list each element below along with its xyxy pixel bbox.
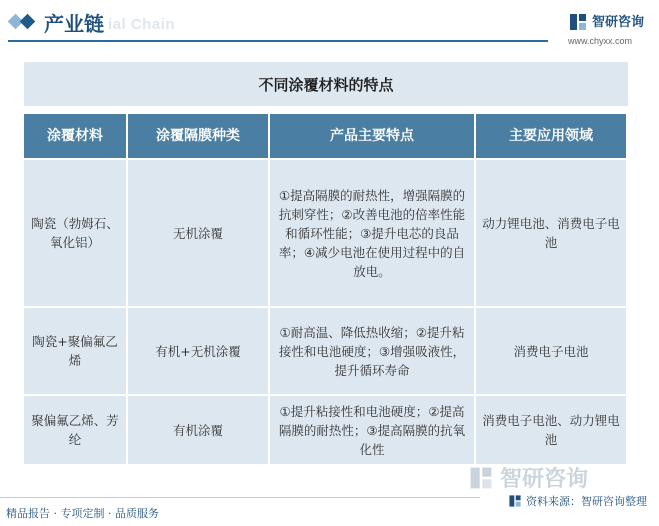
brand-logo-icon (568, 12, 588, 32)
row1-material: 陶瓷（勃姆石、氧化铝） (24, 160, 128, 308)
page-header (0, 0, 659, 44)
table-title: 不同涂覆材料的特点 (24, 62, 628, 106)
footer-watermark-logo (468, 462, 588, 493)
column-header-application: 主要应用领域 (476, 114, 628, 160)
brand-logo-icon (508, 494, 522, 508)
footer-divider (0, 497, 480, 498)
row3-application: 消费电子电池、动力锂电池 (476, 396, 628, 466)
brand-logo-icon (468, 465, 494, 491)
row2-application: 消费电子电池 (476, 308, 628, 396)
footer-watermark-text: 智研咨询 (500, 467, 589, 492)
row2-material: 陶瓷+聚偏氟乙烯 (24, 308, 128, 396)
footer-source (508, 493, 647, 509)
row3-features: ①提升粘接性和电池硬度；②提高隔膜的耐热性；③提高隔膜的抗氧化性 (270, 396, 476, 466)
source-text: 资料来源：智研咨询整理 (526, 495, 647, 508)
row3-material: 聚偏氟乙烯、芳纶 (24, 396, 128, 466)
diamond-bullets-icon (8, 12, 38, 32)
column-header-material: 涂覆材料 (24, 114, 128, 160)
row2-features: ①耐高温、降低热收缩；②提升粘接性和电池硬度；③增强吸液性，提升循环寿命 (270, 308, 476, 396)
header-watermark: ial Chain (108, 16, 176, 33)
row1-features: ①提高隔膜的耐热性，增强隔膜的抗刺穿性；②改善电池的倍率性能和循环性能；③提升电芯的良品率；④减少电池在使用过程中的自放电。 (270, 160, 476, 308)
footer-tagline: 精品报告 · 专项定制 · 品质服务 (6, 507, 159, 520)
row1-application: 动力锂电池、消费电子电池 (476, 160, 628, 308)
row3-type: 有机涂覆 (128, 396, 270, 466)
brand-name: 智研咨询 (592, 15, 645, 30)
column-header-type: 涂覆隔膜种类 (128, 114, 270, 160)
brand-url: www.chyxx.com (568, 36, 633, 46)
page-title: 产业链 (44, 12, 104, 36)
row1-type: 无机涂覆 (128, 160, 270, 308)
row2-type: 有机+无机涂覆 (128, 308, 270, 396)
column-header-features: 产品主要特点 (270, 114, 476, 160)
coating-materials-table (24, 114, 628, 466)
header-divider (8, 40, 548, 42)
